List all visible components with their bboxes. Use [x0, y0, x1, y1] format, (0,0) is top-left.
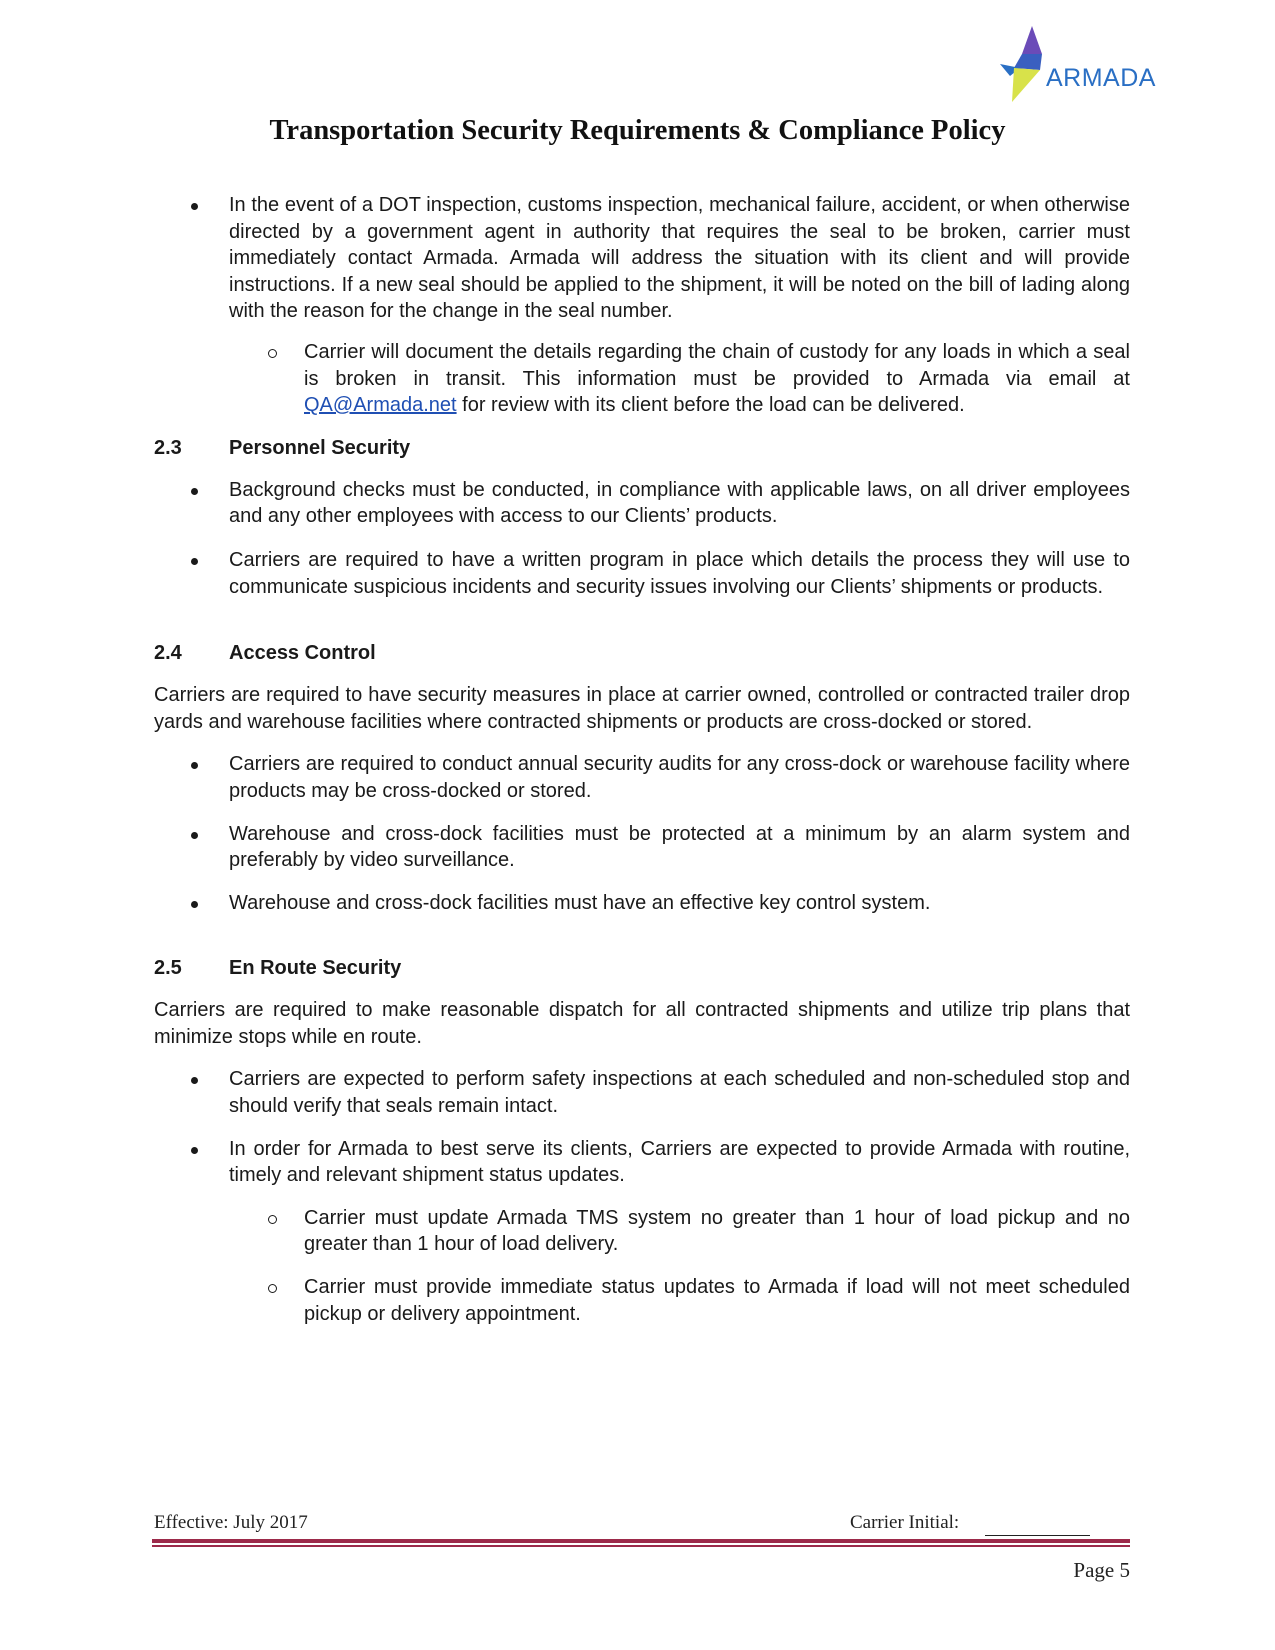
- carrier-initial-line: [985, 1535, 1090, 1536]
- sub-bullet-text-before: Carrier will document the details regarding the chain of custody for any loads in which a seal is broken in transit. This information must be provided to Armada via email at: [304, 340, 1130, 390]
- bullet-key-control: Warehouse and cross-dock facilities must have an effective key control system.: [154, 890, 1130, 917]
- section-title: En Route Security: [229, 957, 402, 980]
- footer-carrier-initial-label: Carrier Initial:: [850, 1512, 960, 1533]
- section-2-5-heading: [154, 955, 1130, 981]
- footer-rule-thin: [152, 1545, 1130, 1547]
- bullet-seal-broken: In the event of a DOT inspection, customs inspection, mechanical failure, accident, or when otherwise directed by a government agent in authority that requires the seal to be broken, carrier must immediately contact Armada. Armada will address the situation with its client and will provide instructions. If a new seal should be applied to the shipment, it will be noted on the bill of lading along with the reason for the change in the seal number.: [154, 192, 1130, 325]
- section-2-4-intro: Carriers are required to have security measures in place at carrier owned, controlled or contracted trailer drop yards and warehouse facilities where contracted shipments or products are cross-docked or stored.: [154, 684, 1130, 733]
- footer-rule-thick: [152, 1539, 1130, 1543]
- section-number: 2.5: [154, 957, 182, 980]
- sub-bullet-chain-of-custody: [154, 339, 1130, 419]
- qa-email-link[interactable]: QA@Armada.net: [304, 394, 457, 417]
- bullet-written-program: Carriers are required to have a written program in place which details the process they will use to communicate suspicious incidents and security issues involving our Clients’ shipments or products.: [154, 547, 1130, 600]
- section-number: 2.3: [154, 436, 182, 459]
- armada-logo: [1000, 24, 1180, 104]
- section-title: Personnel Security: [229, 436, 411, 459]
- section-2-4-heading: [154, 640, 1130, 666]
- footer-effective-date: Effective: July 2017: [154, 1512, 308, 1533]
- logo-wordmark: ARMADA: [1046, 64, 1156, 92]
- section-title: Access Control: [229, 642, 376, 665]
- bullet-status-updates: In order for Armada to best serve its clients, Carriers are expected to provide Armada with routine, timely and relevant shipment status updates.: [154, 1136, 1130, 1189]
- sub-bullet-text-after: for review with its client before the load can be delivered.: [456, 394, 965, 417]
- bullet-background-checks: Background checks must be conducted, in compliance with applicable laws, on all driver employees and any other employees with access to our Clients’ products.: [154, 477, 1130, 530]
- section-2-3-heading: [154, 435, 1130, 461]
- sub-bullet-tms-update: Carrier must update Armada TMS system no greater than 1 hour of load pickup and no greater than 1 hour of load delivery.: [154, 1205, 1130, 1258]
- document-body: [154, 192, 1130, 1327]
- bullet-security-audits: Carriers are required to conduct annual security audits for any cross-dock or warehouse facility where products may be cross-docked or stored.: [154, 751, 1130, 804]
- section-2-5-intro: Carriers are required to make reasonable dispatch for all contracted shipments and utilize trip plans that minimize stops while en route.: [154, 999, 1130, 1048]
- sub-bullet-immediate-updates: Carrier must provide immediate status updates to Armada if load will not meet scheduled pickup or delivery appointment.: [154, 1274, 1130, 1327]
- page-number: Page 5: [1073, 1558, 1130, 1582]
- bullet-alarm-system: Warehouse and cross-dock facilities must be protected at a minimum by an alarm system and preferably by video surveillance.: [154, 821, 1130, 874]
- page-title: Transportation Security Requirements & Compliance Policy: [269, 115, 1006, 146]
- bullet-safety-inspections: Carriers are expected to perform safety inspections at each scheduled and non-scheduled stop and should verify that seals remain intact.: [154, 1066, 1130, 1119]
- section-number: 2.4: [154, 642, 182, 665]
